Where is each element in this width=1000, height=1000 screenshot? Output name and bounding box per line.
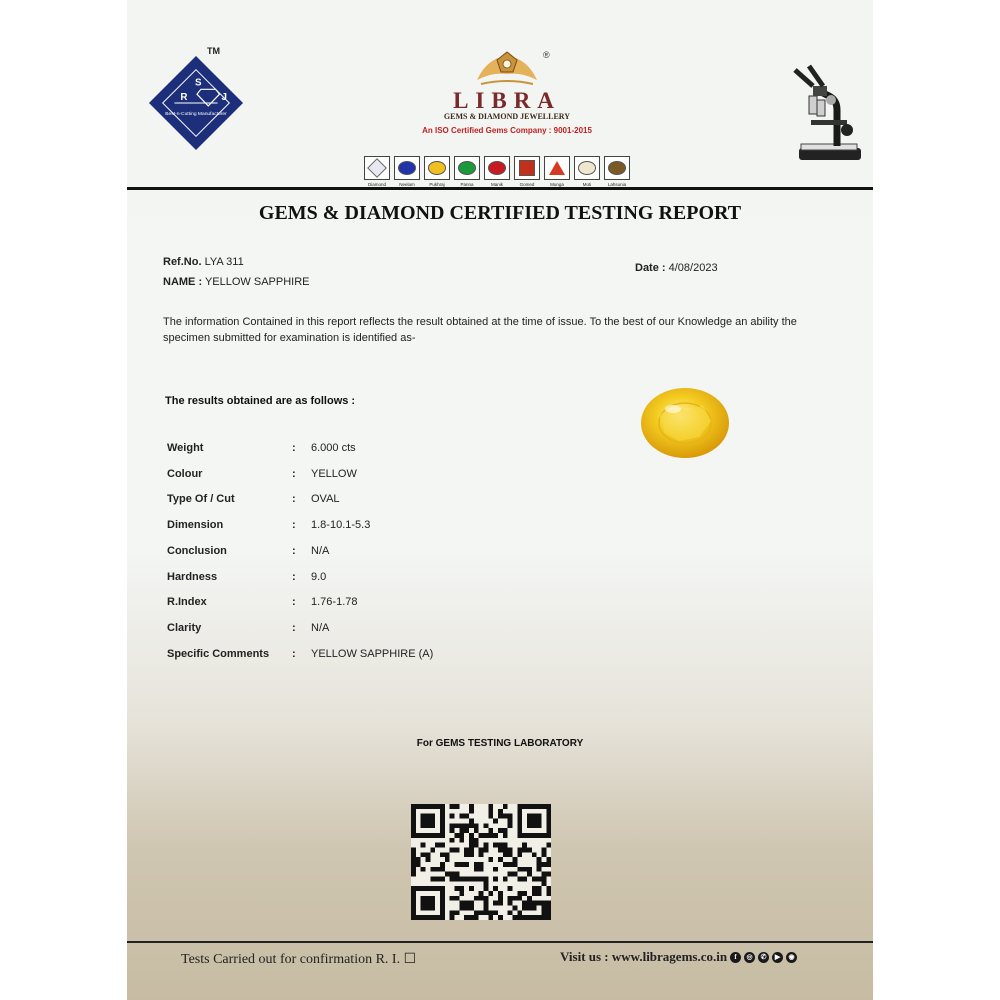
spec-key: Colour: [167, 467, 203, 480]
spec-colon: :: [292, 519, 296, 532]
srj-letter-j: J: [221, 92, 227, 104]
spec-key: Dimension: [167, 519, 224, 532]
gem-label: Pukhraj: [429, 182, 445, 187]
blue-sapphire-icon: [394, 156, 420, 180]
emerald-icon: [454, 156, 480, 180]
spec-value: 6.000 cts: [311, 442, 356, 454]
srj-letter-r: R: [180, 92, 188, 104]
location-icon[interactable]: ◉: [786, 952, 797, 963]
website-info: [560, 949, 797, 965]
spec-row: [167, 571, 567, 591]
spec-row: [167, 519, 567, 539]
spec-colon: :: [292, 467, 296, 480]
gem-tile: [513, 156, 541, 190]
specimen-name: [163, 276, 310, 288]
libra-emblem-icon: [467, 50, 547, 90]
tests-note: Tests Carried out for confirmation R. I. ☐: [181, 952, 417, 967]
brand-name: LIBRA: [453, 88, 561, 113]
spec-value: 1.8-10.1-5.3: [311, 519, 371, 532]
spec-value: YELLOW: [311, 467, 357, 480]
srj-tagline: Best-n-Cutting Manufacturer: [165, 111, 227, 117]
gem-tile: [423, 156, 451, 190]
ref-value: LYA 311: [204, 256, 244, 268]
libra-brand: [417, 50, 597, 135]
lab-signature-label: For GEMS TESTING LABORATORY: [416, 738, 584, 749]
cats-eye-icon: [604, 156, 630, 180]
spec-colon: :: [292, 570, 296, 583]
yellow-sapphire-icon: [424, 156, 450, 180]
iso-certification: An ISO Certified Gems Company : 9001-2015: [422, 126, 592, 135]
spec-value: 1.76-1.78: [311, 596, 358, 609]
name-label: NAME :: [163, 276, 203, 288]
spec-key: Specific Comments: [167, 647, 270, 660]
hessonite-icon: [514, 156, 540, 180]
spec-key: Hardness: [167, 570, 218, 583]
instagram-icon[interactable]: ◎: [744, 952, 755, 963]
spec-colon: :: [292, 544, 296, 557]
spec-value: OVAL: [311, 493, 340, 506]
spec-value: 9.0: [311, 570, 327, 583]
brand-subtitle: GEMS & DIAMOND JEWELLERY: [443, 112, 571, 121]
spec-value: YELLOW SAPPHIRE (A): [311, 647, 434, 660]
ref-number: [163, 256, 244, 268]
facebook-icon[interactable]: f: [730, 952, 741, 963]
spec-key: Clarity: [167, 621, 202, 634]
gem-label: Lahsunia: [607, 182, 627, 187]
trademark-mark: TM: [207, 46, 220, 56]
gemstone-row: [363, 156, 663, 190]
spec-key: R.Index: [167, 596, 207, 609]
report-date: [635, 262, 718, 274]
date-value: 4/08/2023: [668, 262, 718, 274]
youtube-icon[interactable]: ▶: [772, 952, 783, 963]
spec-key: Conclusion: [167, 544, 227, 557]
website-text[interactable]: Visit us : www.libragems.co.in: [560, 949, 728, 964]
yellow-sapphire-photo: [639, 385, 731, 461]
ruby-icon: [484, 156, 510, 180]
spec-row: [167, 648, 567, 668]
qr-code: [410, 804, 552, 920]
gem-label: Diamond: [367, 182, 386, 187]
report-title: GEMS & DIAMOND CERTIFIED TESTING REPORT: [258, 202, 742, 224]
gem-tile: [363, 156, 391, 190]
spec-colon: :: [292, 596, 296, 609]
gem-label: Munga: [550, 182, 564, 187]
gem-tile: [453, 156, 481, 190]
spec-key: Type Of / Cut: [167, 493, 235, 506]
spec-colon: :: [292, 647, 296, 660]
info-paragraph: The information Contained in this report reflects the result obtained at the time of issue. To the best of our Knowledge an ability the specimen submitted for examination is identified as-: [163, 316, 797, 344]
ref-label: Ref.No.: [163, 256, 202, 268]
gem-tile: [483, 156, 511, 190]
gem-label: Moti: [582, 182, 592, 187]
pearl-icon: [574, 156, 600, 180]
spec-value: N/A: [311, 621, 330, 634]
spec-colon: :: [292, 621, 296, 634]
spec-colon: :: [292, 493, 296, 506]
gem-tile: [603, 156, 631, 190]
spec-row: [167, 468, 567, 488]
diamond-icon: [364, 156, 390, 180]
gem-tile: [543, 156, 571, 190]
gem-label: Panna: [460, 182, 474, 187]
results-heading: The results obtained are as follows :: [165, 395, 356, 407]
spec-key: Weight: [167, 442, 204, 454]
header-divider: [127, 187, 873, 190]
gem-tile: [573, 156, 601, 190]
footer-divider: [127, 941, 873, 943]
name-value: YELLOW SAPPHIRE: [204, 276, 310, 288]
whatsapp-icon[interactable]: ✆: [758, 952, 769, 963]
spec-value: N/A: [311, 544, 330, 557]
srj-logo: [147, 54, 245, 152]
gem-label: Neelam: [399, 182, 415, 187]
registered-mark: ®: [543, 50, 550, 60]
spec-row: [167, 442, 567, 462]
spec-colon: :: [292, 442, 296, 454]
gem-label: Gomed: [519, 182, 535, 187]
microscope-icon: [789, 60, 869, 164]
gem-tile: [393, 156, 421, 190]
spec-row: [167, 545, 567, 565]
srj-letter-s: S: [195, 77, 202, 89]
spec-row: [167, 596, 567, 616]
coral-icon: [544, 156, 570, 180]
spec-row: [167, 622, 567, 642]
gem-label: Manik: [490, 182, 503, 187]
spec-row: [167, 493, 567, 513]
certificate-paper: [127, 0, 873, 1000]
date-label: Date :: [635, 262, 666, 274]
